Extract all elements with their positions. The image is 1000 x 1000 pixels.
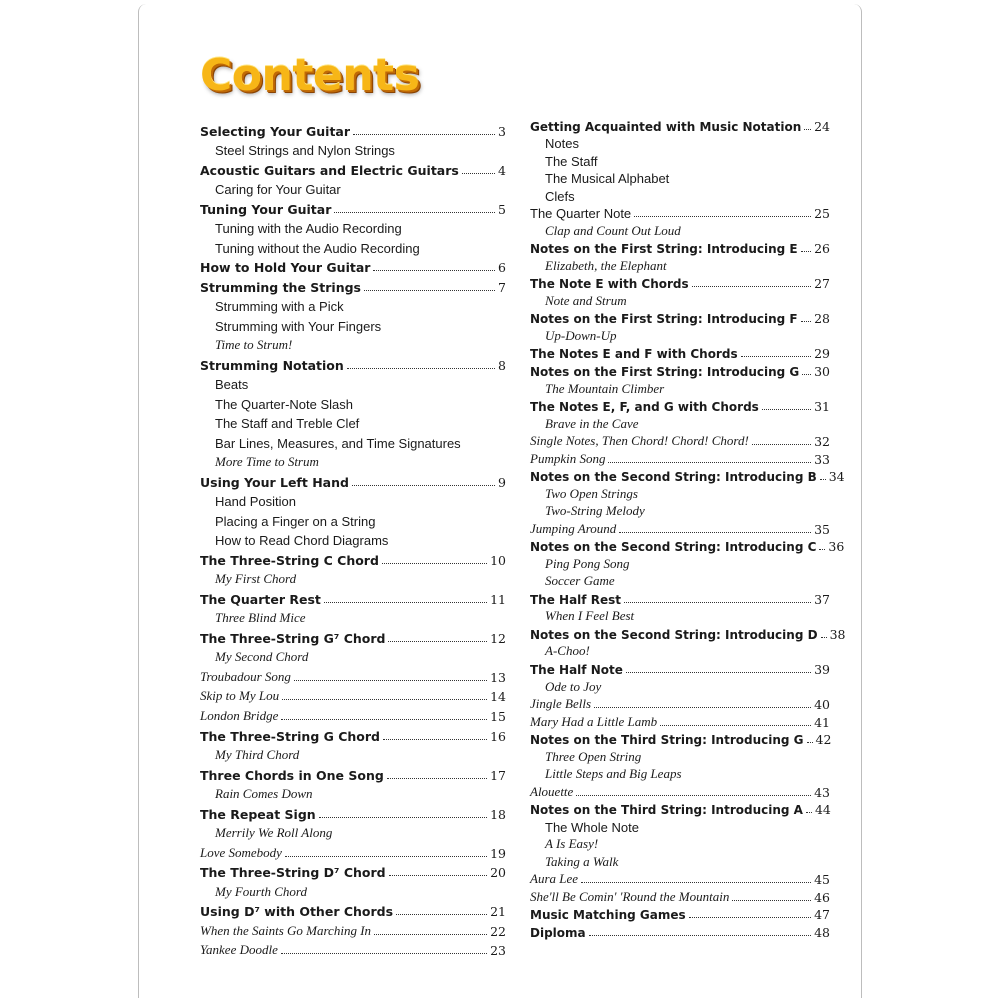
toc-entry-title: Hand Position xyxy=(215,494,296,510)
toc-entry-title: Pumpkin Song xyxy=(530,450,606,466)
toc-entry-title: Steel Strings and Nylon Strings xyxy=(215,143,395,159)
toc-entry xyxy=(200,685,506,705)
toc-entry-title: The Quarter Note xyxy=(530,206,632,222)
toc-entry-page: 23 xyxy=(490,943,506,959)
toc-entry xyxy=(200,392,506,412)
toc-entry-page: 39 xyxy=(814,662,830,677)
dot-leader xyxy=(660,725,811,726)
toc-entry xyxy=(530,151,830,169)
toc-entry xyxy=(200,548,506,568)
toc-entry-title: Two Open Strings xyxy=(545,485,638,501)
toc-entry-page: 42 xyxy=(815,732,832,748)
dot-leader xyxy=(689,917,811,918)
dot-leader xyxy=(319,817,487,818)
dot-leader xyxy=(373,270,495,271)
toc-entry-title: Notes on the Second String: Introducing D xyxy=(530,627,818,642)
dot-leader xyxy=(389,875,488,876)
toc-entry xyxy=(200,509,506,529)
toc-entry-title: Notes on the Second String: Introducing B xyxy=(530,470,817,485)
dot-leader xyxy=(281,953,487,954)
toc-entry-page: 32 xyxy=(814,434,830,450)
toc-entry-page: 11 xyxy=(490,591,506,607)
toc-entry-page: 21 xyxy=(490,904,506,920)
toc-entry-title: Notes on the Second String: Introducing C xyxy=(530,540,817,555)
toc-entry-title: The Three-String C Chord xyxy=(200,552,379,568)
toc-entry xyxy=(530,449,830,467)
toc-entry-title: Using D⁷ with Other Chords xyxy=(200,904,394,920)
toc-entry-title: Notes xyxy=(545,136,579,152)
toc-entry xyxy=(200,626,506,646)
toc-entry-page: 41 xyxy=(814,714,830,730)
dot-leader xyxy=(388,641,487,642)
toc-entry-page: 7 xyxy=(498,279,506,295)
toc-entry-title: Taking a Walk xyxy=(545,853,619,869)
toc-entry-title: Strumming the Strings xyxy=(200,279,361,295)
toc-entry xyxy=(200,939,506,959)
toc-entry-title: Beats xyxy=(215,377,249,393)
toc-entry xyxy=(200,587,506,607)
toc-entry xyxy=(200,646,506,666)
toc-entry xyxy=(200,334,506,354)
toc-entry-title: More Time to Strum xyxy=(215,454,319,470)
toc-entry-title: Little Steps and Big Leaps xyxy=(545,766,682,782)
toc-entry xyxy=(200,412,506,432)
toc-entry-title: Rain Comes Down xyxy=(215,786,313,802)
toc-entry-title: Three Blind Mice xyxy=(215,610,306,626)
toc-entry-page: 20 xyxy=(490,865,506,881)
toc-entry-page: 27 xyxy=(814,276,830,292)
toc-entry xyxy=(200,256,506,276)
toc-entry-title: Troubadour Song xyxy=(200,668,291,684)
dot-leader xyxy=(576,795,811,796)
toc-entry-title: Placing a Finger on a String xyxy=(215,513,376,529)
toc-entry xyxy=(200,119,506,139)
toc-entry-title: Tuning with the Audio Recording xyxy=(215,221,402,237)
toc-entry xyxy=(200,665,506,685)
toc-entry-title: When the Saints Go Marching In xyxy=(200,922,372,938)
toc-entry-title: How to Hold Your Guitar xyxy=(200,260,371,276)
toc-entry-title: Clefs xyxy=(545,188,575,204)
toc-entry-title: Elizabeth, the Elephant xyxy=(545,257,667,273)
toc-entry xyxy=(200,431,506,451)
toc-entry-title: Tuning without the Audio Recording xyxy=(215,240,420,256)
toc-entry-title: Brave in the Cave xyxy=(545,415,639,431)
toc-entry-page: 9 xyxy=(498,474,506,490)
toc-entry-title: The Three-String G⁷ Chord xyxy=(200,630,386,646)
toc-entry-title: The Repeat Sign xyxy=(200,806,316,822)
toc-entry xyxy=(200,158,506,178)
toc-entry xyxy=(200,900,506,920)
toc-entry-title: When I Feel Best xyxy=(545,608,635,624)
toc-entry-title: Three Open String xyxy=(545,748,642,764)
toc-entry-title: Skip to My Lou xyxy=(200,688,280,704)
toc-entry-page: 40 xyxy=(814,697,830,713)
dot-leader xyxy=(806,812,812,813)
toc-entry-title: Soccer Game xyxy=(545,573,615,589)
toc-entry-title: Tuning Your Guitar xyxy=(200,201,332,217)
toc-entry-title: Notes on the Third String: Introducing G xyxy=(530,733,804,748)
toc-entry-title: The Half Note xyxy=(530,663,623,677)
toc-entry-page: 14 xyxy=(490,689,506,705)
toc-entry-title: The Half Rest xyxy=(530,592,621,607)
dot-leader xyxy=(347,368,495,369)
toc-entry xyxy=(200,568,506,588)
page-title: Contents xyxy=(200,50,420,101)
toc-entry xyxy=(530,309,830,327)
toc-entry xyxy=(530,835,830,853)
dot-leader xyxy=(634,216,811,217)
dot-leader xyxy=(285,856,487,857)
dot-leader xyxy=(282,699,487,700)
toc-entry xyxy=(530,887,830,905)
toc-entry-title: Notes on the Third String: Introducing A xyxy=(530,803,803,818)
toc-entry-page: 35 xyxy=(814,521,830,537)
toc-entry-title: A-Choo! xyxy=(545,643,590,659)
dot-leader xyxy=(374,934,487,935)
toc-entry-title: Jingle Bells xyxy=(530,696,592,712)
toc-entry xyxy=(530,747,830,765)
dot-leader xyxy=(752,444,811,445)
dot-leader xyxy=(732,900,811,901)
dot-leader xyxy=(334,212,495,213)
toc-entry-title: My Second Chord xyxy=(215,649,309,665)
toc-entry-title: Up-Down-Up xyxy=(545,327,617,343)
toc-entry xyxy=(200,217,506,237)
toc-entry xyxy=(530,870,830,888)
toc-entry-title: Using Your Left Hand xyxy=(200,474,349,490)
dot-leader xyxy=(626,672,811,673)
toc-entry-page: 4 xyxy=(498,162,506,178)
toc-right-column xyxy=(530,116,846,940)
toc-entry-title: The Quarter-Note Slash xyxy=(215,396,354,412)
toc-entry xyxy=(530,695,830,713)
toc-entry-title: Note and Strum xyxy=(545,292,627,308)
toc-entry xyxy=(530,204,830,222)
dot-leader xyxy=(819,549,825,550)
toc-entry xyxy=(200,451,506,471)
toc-entry-title: Selecting Your Guitar xyxy=(200,123,351,139)
toc-entry xyxy=(530,274,830,292)
dot-leader xyxy=(581,882,811,883)
dot-leader xyxy=(762,409,811,410)
dot-leader xyxy=(619,532,811,533)
dot-leader xyxy=(804,129,811,130)
toc-entry xyxy=(200,841,506,861)
dot-leader xyxy=(281,719,487,720)
toc-entry-page: 18 xyxy=(490,806,506,822)
toc-entry-title: Notes on the First String: Introducing F xyxy=(530,312,798,327)
toc-entry xyxy=(530,554,830,572)
toc-entry xyxy=(530,712,830,730)
toc-entry-page: 48 xyxy=(814,924,830,940)
toc-entry-title: Notes on the First String: Introducing E xyxy=(530,242,798,257)
toc-entry-title: Single Notes, Then Chord! Chord! Chord! xyxy=(530,433,749,449)
toc-entry-title: Getting Acquainted with Music Notation xyxy=(530,119,802,134)
dot-leader xyxy=(692,286,811,287)
toc-entry xyxy=(530,905,830,923)
toc-entry-page: 8 xyxy=(498,357,506,373)
dot-leader xyxy=(387,778,487,779)
toc-entry xyxy=(200,529,506,549)
toc-entry-title: A Is Easy! xyxy=(545,836,599,852)
dot-leader xyxy=(364,290,495,291)
toc-entry xyxy=(530,256,830,274)
dot-leader xyxy=(353,134,495,135)
toc-entry-title: The Notes E and F with Chords xyxy=(530,347,738,362)
toc-entry-title: The Three-String D⁷ Chord xyxy=(200,865,386,881)
toc-entry-title: Ping Pong Song xyxy=(545,555,630,571)
toc-entry xyxy=(530,730,830,748)
toc-entry xyxy=(200,178,506,198)
dot-leader xyxy=(396,914,487,915)
toc-entry xyxy=(530,344,830,362)
dot-leader xyxy=(741,356,812,357)
toc-entry xyxy=(530,414,830,432)
toc-entry xyxy=(200,314,506,334)
dot-leader xyxy=(608,462,811,463)
toc-entry-title: Mary Had a Little Lamb xyxy=(530,713,658,729)
toc-entry-title: Notes on the First String: Introducing G xyxy=(530,364,800,379)
toc-entry xyxy=(530,765,830,783)
toc-entry xyxy=(200,295,506,315)
dot-leader xyxy=(821,637,827,638)
dot-leader xyxy=(462,173,495,174)
toc-entry-page: 38 xyxy=(829,626,846,642)
dot-leader xyxy=(820,479,826,480)
toc-entry xyxy=(200,236,506,256)
toc-entry xyxy=(530,572,830,590)
toc-entry-page: 26 xyxy=(814,241,830,257)
toc-entry xyxy=(530,502,830,520)
toc-entry-title: Strumming Notation xyxy=(200,357,344,373)
dot-leader xyxy=(801,321,811,322)
toc-entry-page: 6 xyxy=(498,260,506,276)
toc-entry-title: Alouette xyxy=(530,783,574,799)
toc-entry xyxy=(200,880,506,900)
toc-entry xyxy=(530,467,845,485)
toc-entry xyxy=(530,361,830,379)
toc-entry-title: Caring for Your Guitar xyxy=(215,182,341,198)
toc-entry xyxy=(200,490,506,510)
toc-entry-page: 34 xyxy=(828,469,845,485)
toc-entry-title: Diploma xyxy=(530,925,586,940)
toc-entry-title: Music Matching Games xyxy=(530,908,686,923)
toc-entry xyxy=(530,624,846,642)
toc-entry xyxy=(530,432,830,450)
toc-entry-page: 36 xyxy=(828,539,845,555)
toc-entry-title: The Staff and Treble Clef xyxy=(215,416,360,432)
dot-leader xyxy=(807,742,813,743)
toc-entry-title: The Note E with Chords xyxy=(530,277,689,292)
toc-entry xyxy=(200,763,506,783)
toc-entry-title: My Third Chord xyxy=(215,747,300,763)
dot-leader xyxy=(352,485,495,486)
toc-entry xyxy=(530,186,830,204)
toc-entry-page: 43 xyxy=(814,784,830,800)
toc-entry-title: The Whole Note xyxy=(545,819,639,835)
dot-leader xyxy=(382,563,487,564)
toc-entry xyxy=(200,353,506,373)
toc-entry xyxy=(530,379,830,397)
toc-entry-title: My Fourth Chord xyxy=(215,883,307,899)
toc-entry xyxy=(200,470,506,490)
toc-entry-page: 33 xyxy=(814,451,830,467)
toc-entry-title: Strumming with Your Fingers xyxy=(215,318,382,334)
toc-entry-title: Bar Lines, Measures, and Time Signatures xyxy=(215,435,461,451)
toc-entry xyxy=(530,782,830,800)
toc-entry xyxy=(200,607,506,627)
toc-entry xyxy=(200,275,506,295)
toc-entry xyxy=(530,852,830,870)
toc-entry-title: Acoustic Guitars and Electric Guitars xyxy=(200,162,459,178)
toc-entry xyxy=(530,484,830,502)
dot-leader xyxy=(589,935,811,936)
toc-entry xyxy=(530,397,830,415)
dot-leader xyxy=(802,374,811,375)
toc-entry xyxy=(530,922,830,940)
toc-entry-page: 31 xyxy=(814,399,830,415)
toc-entry xyxy=(200,802,506,822)
toc-entry-page: 44 xyxy=(814,802,831,818)
toc-entry-page: 24 xyxy=(814,118,830,134)
toc-entry xyxy=(530,239,830,257)
toc-entry xyxy=(200,822,506,842)
toc-entry-title: London Bridge xyxy=(200,707,279,723)
toc-entry-page: 47 xyxy=(814,907,830,923)
toc-entry-page: 15 xyxy=(490,708,506,724)
toc-entry-title: Yankee Doodle xyxy=(200,942,278,958)
toc-entry-page: 37 xyxy=(814,591,830,607)
toc-entry-title: The Staff xyxy=(545,153,598,169)
toc-entry-title: Time to Strum! xyxy=(215,337,293,353)
toc-entry xyxy=(530,221,830,239)
toc-entry-title: How to Read Chord Diagrams xyxy=(215,533,389,549)
toc-entry xyxy=(530,291,830,309)
dot-leader xyxy=(594,707,811,708)
toc-entry xyxy=(530,326,830,344)
toc-entry xyxy=(200,724,506,744)
toc-entry xyxy=(530,537,845,555)
toc-entry xyxy=(530,677,830,695)
toc-entry-page: 30 xyxy=(814,363,830,379)
dot-leader xyxy=(624,602,811,603)
toc-entry-page: 45 xyxy=(814,872,830,888)
toc-entry xyxy=(200,783,506,803)
toc-entry-title: Strumming with a Pick xyxy=(215,299,344,315)
toc-entry-title: Two-String Melody xyxy=(545,503,645,519)
toc-entry xyxy=(200,139,506,159)
toc-entry-title: Aura Lee xyxy=(530,871,579,887)
dot-leader xyxy=(324,602,487,603)
toc-entry xyxy=(530,134,830,152)
dot-leader xyxy=(294,680,487,681)
toc-entry-page: 25 xyxy=(814,206,830,222)
toc-entry xyxy=(530,589,830,607)
toc-entry-page: 46 xyxy=(814,889,830,905)
toc-entry xyxy=(530,116,830,134)
toc-entry xyxy=(530,607,830,625)
toc-entry xyxy=(200,861,506,881)
toc-entry-title: The Notes E, F, and G with Chords xyxy=(530,400,759,415)
toc-entry xyxy=(200,744,506,764)
dot-leader xyxy=(801,251,811,252)
toc-entry-title: The Quarter Rest xyxy=(200,591,321,607)
toc-entry-page: 13 xyxy=(490,669,506,685)
toc-entry-page: 10 xyxy=(490,552,506,568)
toc-entry-title: Jumping Around xyxy=(530,520,617,536)
toc-entry-page: 16 xyxy=(490,728,506,744)
toc-entry-page: 12 xyxy=(490,630,506,646)
toc-entry-page: 28 xyxy=(814,311,830,327)
toc-entry-title: Merrily We Roll Along xyxy=(215,825,333,841)
toc-entry-title: The Three-String G Chord xyxy=(200,728,380,744)
toc-entry xyxy=(530,519,830,537)
toc-entry xyxy=(530,800,830,818)
toc-entry xyxy=(200,373,506,393)
toc-entry-title: She'll Be Comin' 'Round the Mountain xyxy=(530,888,730,904)
toc-entry xyxy=(200,919,506,939)
toc-entry xyxy=(200,704,506,724)
toc-entry-title: Love Somebody xyxy=(200,844,282,860)
toc-entry-title: Clap and Count Out Loud xyxy=(545,222,681,238)
toc-left-column xyxy=(200,119,506,958)
toc-entry-page: 22 xyxy=(490,923,506,939)
toc-entry-title: Three Chords in One Song xyxy=(200,767,384,783)
toc-entry xyxy=(530,642,830,660)
toc-entry-title: The Musical Alphabet xyxy=(545,171,670,187)
toc-entry-page: 3 xyxy=(498,123,506,139)
toc-entry xyxy=(530,817,830,835)
toc-entry-title: My First Chord xyxy=(215,571,297,587)
toc-entry-title: Ode to Joy xyxy=(545,678,602,694)
dot-leader xyxy=(383,739,487,740)
toc-entry xyxy=(530,169,830,187)
toc-entry-page: 5 xyxy=(498,201,506,217)
toc-entry xyxy=(530,659,830,677)
toc-entry-page: 29 xyxy=(814,346,830,362)
toc-entry-title: The Mountain Climber xyxy=(545,380,665,396)
toc-entry-page: 17 xyxy=(490,767,506,783)
toc-entry xyxy=(200,197,506,217)
toc-entry-page: 19 xyxy=(490,845,506,861)
